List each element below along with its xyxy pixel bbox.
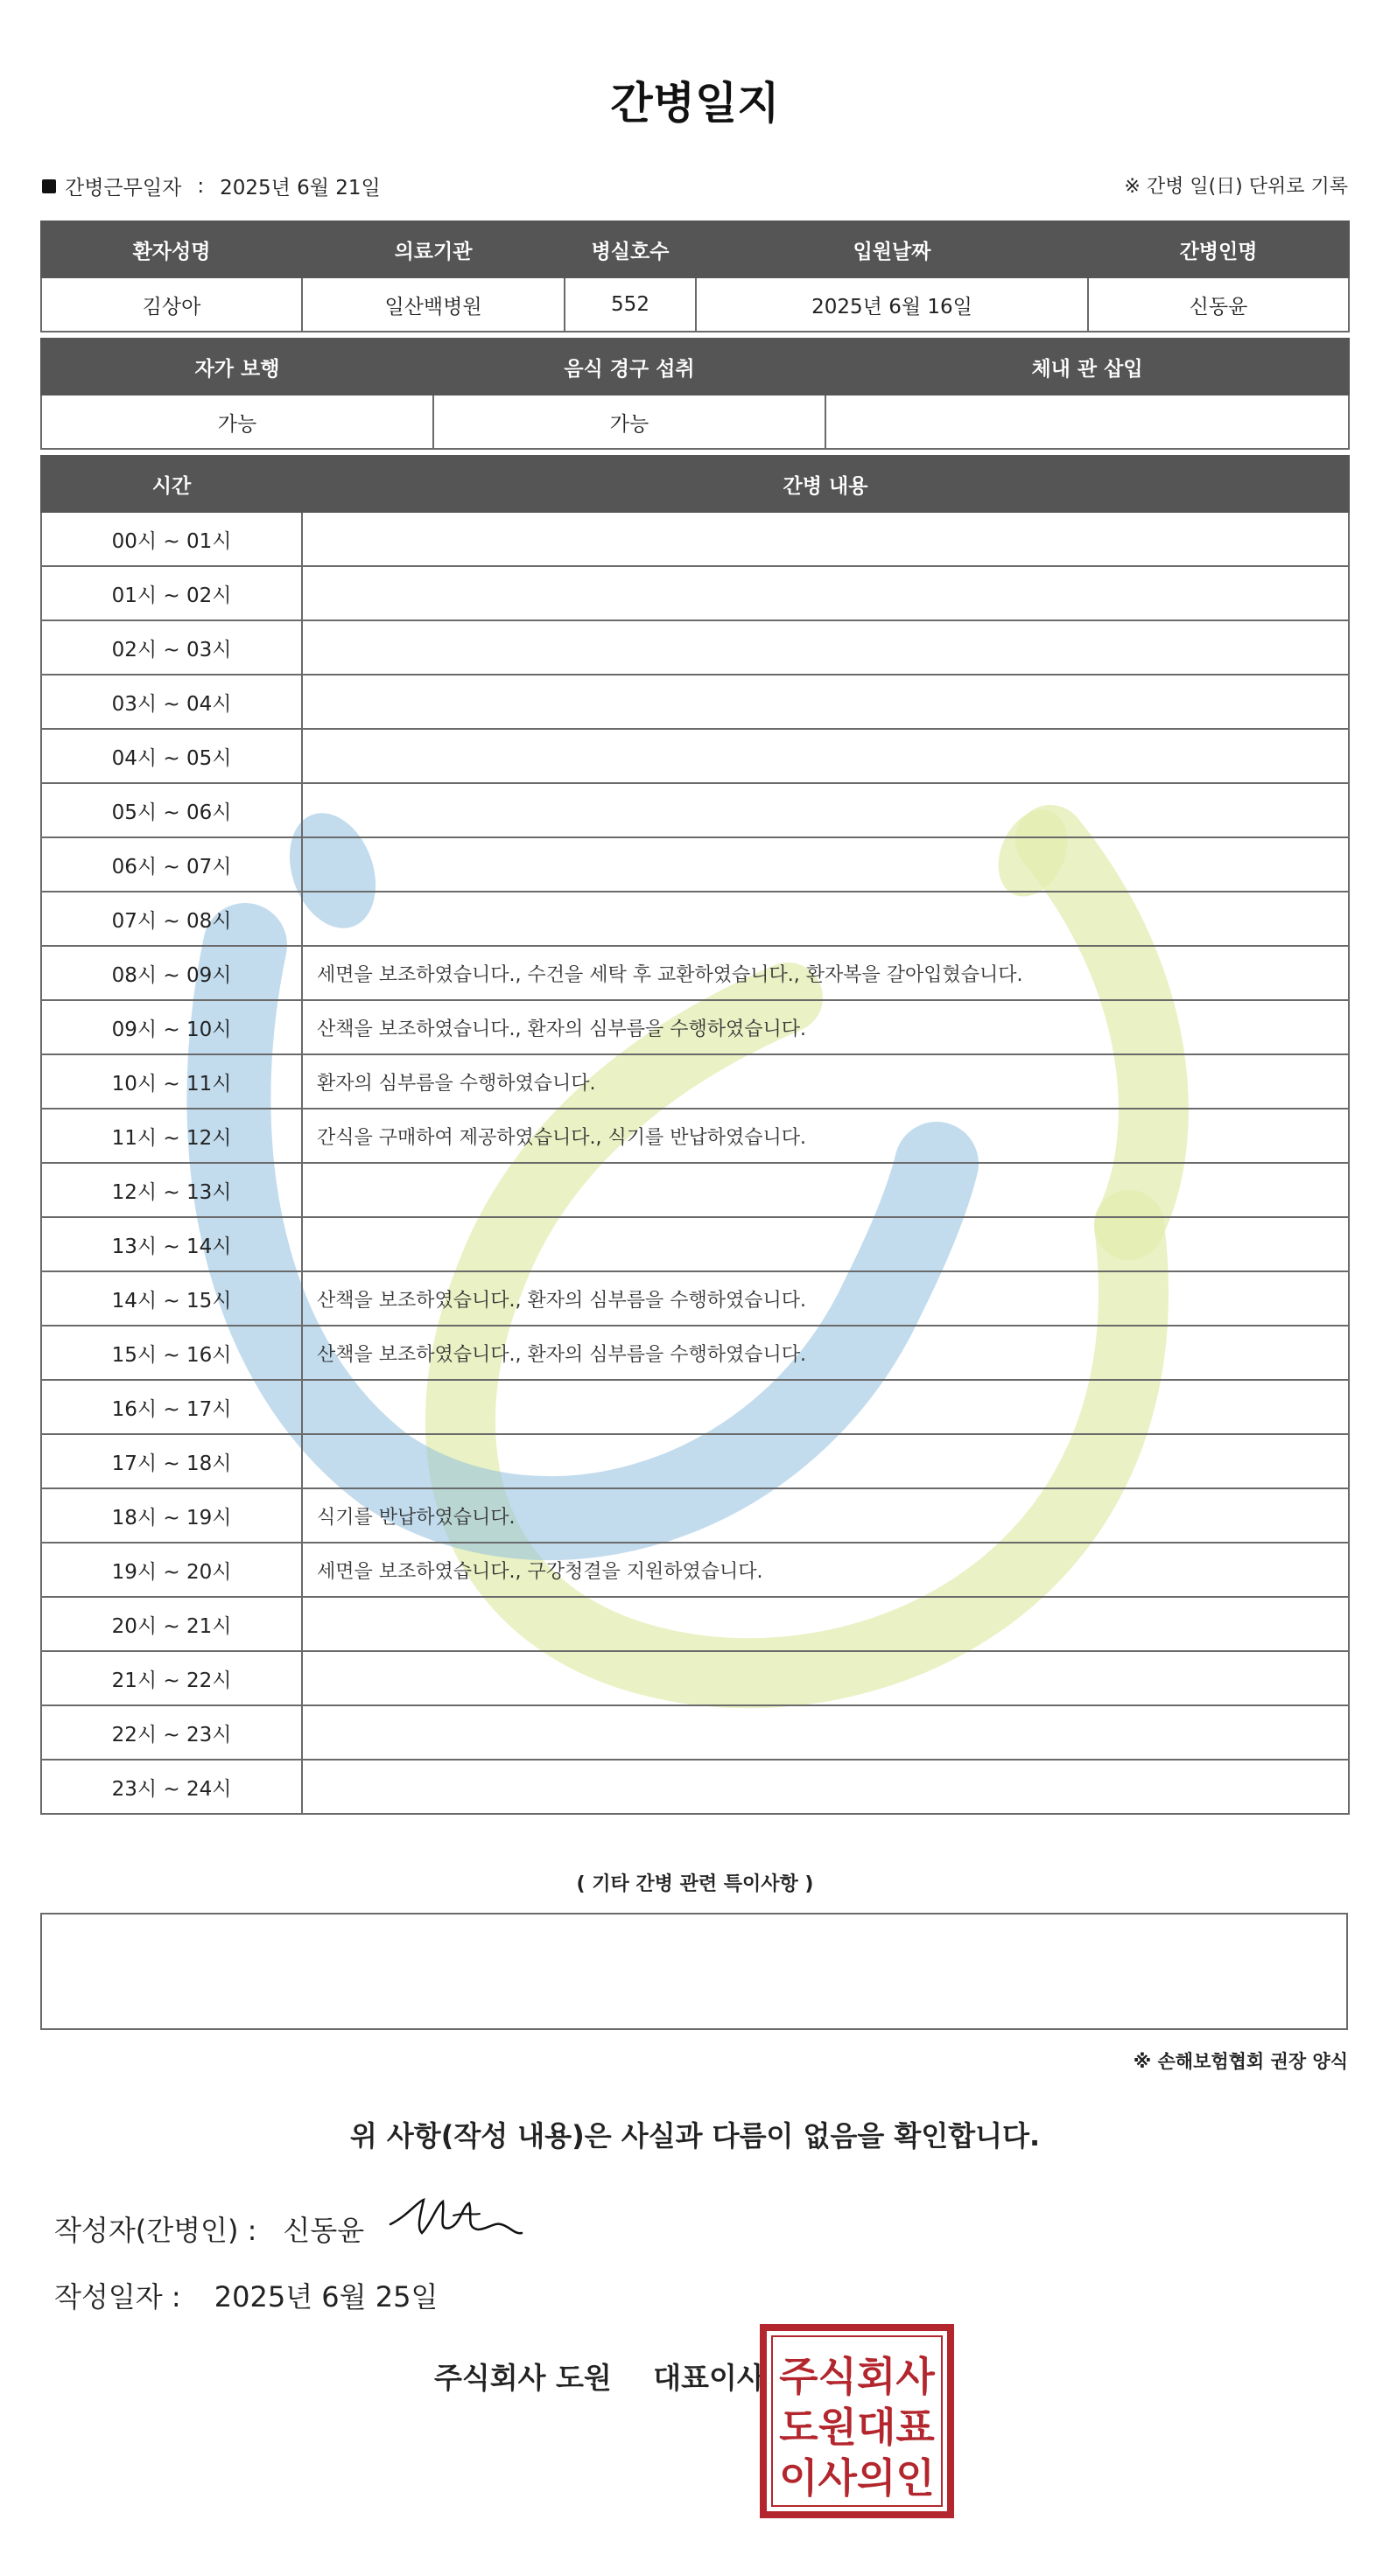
time-cell: 19시 ~ 20시 <box>41 1543 302 1597</box>
table-row <box>41 1163 1349 1217</box>
table-row <box>41 1597 1349 1651</box>
care-content-cell <box>302 729 1349 783</box>
care-content-cell <box>302 1434 1349 1488</box>
table-row <box>41 512 1349 566</box>
care-content-cell <box>302 1380 1349 1434</box>
special-notes-title: ( 기타 간병 관련 특이사항 ) <box>576 1873 814 1895</box>
company-line <box>434 2356 765 2397</box>
written-date-line <box>54 2275 438 2315</box>
time-cell: 17시 ~ 18시 <box>41 1434 302 1488</box>
writer-line <box>54 2208 364 2249</box>
table-row <box>41 729 1349 783</box>
tube-insertion-value <box>825 395 1349 449</box>
work-date-label: 간병근무일자 <box>65 177 182 200</box>
hospital-value: 일산백병원 <box>302 277 565 332</box>
work-date-value: 2025년 6월 21일 <box>220 177 381 200</box>
signature-image <box>382 2189 530 2250</box>
care-content-cell <box>302 783 1349 837</box>
seal-line-3: 이사의인 <box>779 2454 935 2502</box>
seal-line-2: 도원대표 <box>779 2404 935 2451</box>
time-cell: 13시 ~ 14시 <box>41 1217 302 1271</box>
special-notes-box <box>40 1913 1348 2030</box>
company-name: 주식회사 도원 <box>434 2361 612 2395</box>
table-row <box>41 1651 1349 1705</box>
care-content-cell <box>302 1760 1349 1814</box>
time-cell: 14시 ~ 15시 <box>41 1271 302 1326</box>
care-log-header-row <box>41 456 1349 512</box>
oral-intake-header: 음식 경구 섭취 <box>433 339 825 395</box>
writer-name: 신동윤 <box>283 2214 365 2247</box>
table-row <box>41 1217 1349 1271</box>
work-date-line <box>42 172 1348 206</box>
bullet-square-icon <box>42 179 56 193</box>
care-content-cell: 환자의 심부름을 수행하였습니다. <box>302 1054 1349 1109</box>
time-cell: 20시 ~ 21시 <box>41 1597 302 1651</box>
care-content-cell <box>302 1651 1349 1705</box>
time-cell: 03시 ~ 04시 <box>41 675 302 729</box>
care-content-cell <box>302 512 1349 566</box>
care-content-cell <box>302 675 1349 729</box>
document-title: 간병일지 <box>610 78 780 129</box>
table-row <box>41 566 1349 620</box>
recommended-form-note: ※ 손해보험협회 권장 양식 <box>1133 2051 1348 2072</box>
care-content-cell <box>302 837 1349 892</box>
care-content-cell <box>302 892 1349 946</box>
time-cell: 11시 ~ 12시 <box>41 1109 302 1163</box>
admission-date-header: 입원날짜 <box>696 221 1088 277</box>
self-walking-header: 자가 보행 <box>41 339 433 395</box>
care-content-cell: 산책을 보조하였습니다., 환자의 심부름을 수행하였습니다. <box>302 1000 1349 1054</box>
care-content-cell <box>302 1163 1349 1217</box>
care-content-header: 간병 내용 <box>302 456 1349 512</box>
time-cell: 05시 ~ 06시 <box>41 783 302 837</box>
table-row <box>41 1054 1349 1109</box>
care-content-cell: 산책을 보조하였습니다., 환자의 심부름을 수행하였습니다. <box>302 1271 1349 1326</box>
time-cell: 09시 ~ 10시 <box>41 1000 302 1054</box>
ability-header-row <box>41 339 1349 395</box>
time-cell: 08시 ~ 09시 <box>41 946 302 1000</box>
caregiver-name-value: 신동윤 <box>1088 277 1349 332</box>
table-row <box>41 783 1349 837</box>
table-row <box>41 1543 1349 1597</box>
care-content-cell: 식기를 반납하였습니다. <box>302 1488 1349 1543</box>
company-seal-stamp <box>758 2322 956 2520</box>
patient-info-value-row <box>41 277 1349 332</box>
patient-info-header-row <box>41 221 1349 277</box>
patient-info-table <box>40 220 1350 332</box>
care-content-cell: 간식을 구매하여 제공하였습니다., 식기를 반납하였습니다. <box>302 1109 1349 1163</box>
table-row <box>41 675 1349 729</box>
table-row <box>41 1705 1349 1760</box>
time-cell: 15시 ~ 16시 <box>41 1326 302 1380</box>
self-walking-value: 가능 <box>41 395 433 449</box>
time-cell: 18시 ~ 19시 <box>41 1488 302 1543</box>
table-row <box>41 1271 1349 1326</box>
tube-insertion-header: 체내 관 삽입 <box>825 339 1349 395</box>
patient-name-value: 김상아 <box>41 277 302 332</box>
room-number-header: 병실호수 <box>565 221 696 277</box>
care-content-cell <box>302 1705 1349 1760</box>
table-row <box>41 1000 1349 1054</box>
table-row <box>41 892 1349 946</box>
time-cell: 16시 ~ 17시 <box>41 1380 302 1434</box>
time-cell: 12시 ~ 13시 <box>41 1163 302 1217</box>
representative-title: 대표이사 <box>653 2361 765 2395</box>
care-content-cell: 세면을 보조하였습니다., 수건을 세탁 후 교환하였습니다., 환자복을 갈아입혔습니다. <box>302 946 1349 1000</box>
writer-label: 작성자(간병인) : <box>54 2214 257 2247</box>
seal-line-1: 주식회사 <box>779 2353 935 2400</box>
time-cell: 22시 ~ 23시 <box>41 1705 302 1760</box>
time-cell: 01시 ~ 02시 <box>41 566 302 620</box>
ability-value-row <box>41 395 1349 449</box>
table-row <box>41 837 1349 892</box>
patient-name-header: 환자성명 <box>41 221 302 277</box>
time-cell: 10시 ~ 11시 <box>41 1054 302 1109</box>
admission-date-value: 2025년 6월 16일 <box>696 277 1088 332</box>
time-cell: 21시 ~ 22시 <box>41 1651 302 1705</box>
table-row <box>41 1760 1349 1814</box>
patient-ability-table <box>40 338 1350 450</box>
table-row <box>41 946 1349 1000</box>
care-content-cell <box>302 1217 1349 1271</box>
table-row <box>41 1434 1349 1488</box>
care-content-cell <box>302 620 1349 675</box>
table-row <box>41 1488 1349 1543</box>
care-content-cell <box>302 566 1349 620</box>
care-content-cell: 산책을 보조하였습니다., 환자의 심부름을 수행하였습니다. <box>302 1326 1349 1380</box>
caregiver-name-header: 간병인명 <box>1088 221 1349 277</box>
time-cell: 07시 ~ 08시 <box>41 892 302 946</box>
time-header: 시간 <box>41 456 302 512</box>
time-cell: 04시 ~ 05시 <box>41 729 302 783</box>
written-date-label: 작성일자 : <box>54 2280 181 2314</box>
care-log-table <box>40 455 1350 1815</box>
written-date-value: 2025년 6월 25일 <box>214 2280 439 2314</box>
hospital-header: 의료기관 <box>302 221 565 277</box>
oral-intake-value: 가능 <box>433 395 825 449</box>
care-content-cell: 세면을 보조하였습니다., 구강청결을 지원하였습니다. <box>302 1543 1349 1597</box>
time-cell: 02시 ~ 03시 <box>41 620 302 675</box>
time-cell: 23시 ~ 24시 <box>41 1760 302 1814</box>
table-row <box>41 1109 1349 1163</box>
record-unit-note: ※ 간병 일(日) 단위로 기록 <box>1124 176 1348 198</box>
confirmation-statement: 위 사항(작성 내용)은 사실과 다름이 없음을 확인합니다. <box>349 2119 1041 2152</box>
care-content-cell <box>302 1597 1349 1651</box>
room-number-value: 552 <box>565 277 696 332</box>
table-row <box>41 620 1349 675</box>
time-cell: 06시 ~ 07시 <box>41 837 302 892</box>
table-row <box>41 1380 1349 1434</box>
time-cell: 00시 ~ 01시 <box>41 512 302 566</box>
table-row <box>41 1326 1349 1380</box>
work-date-colon: : <box>197 174 205 198</box>
